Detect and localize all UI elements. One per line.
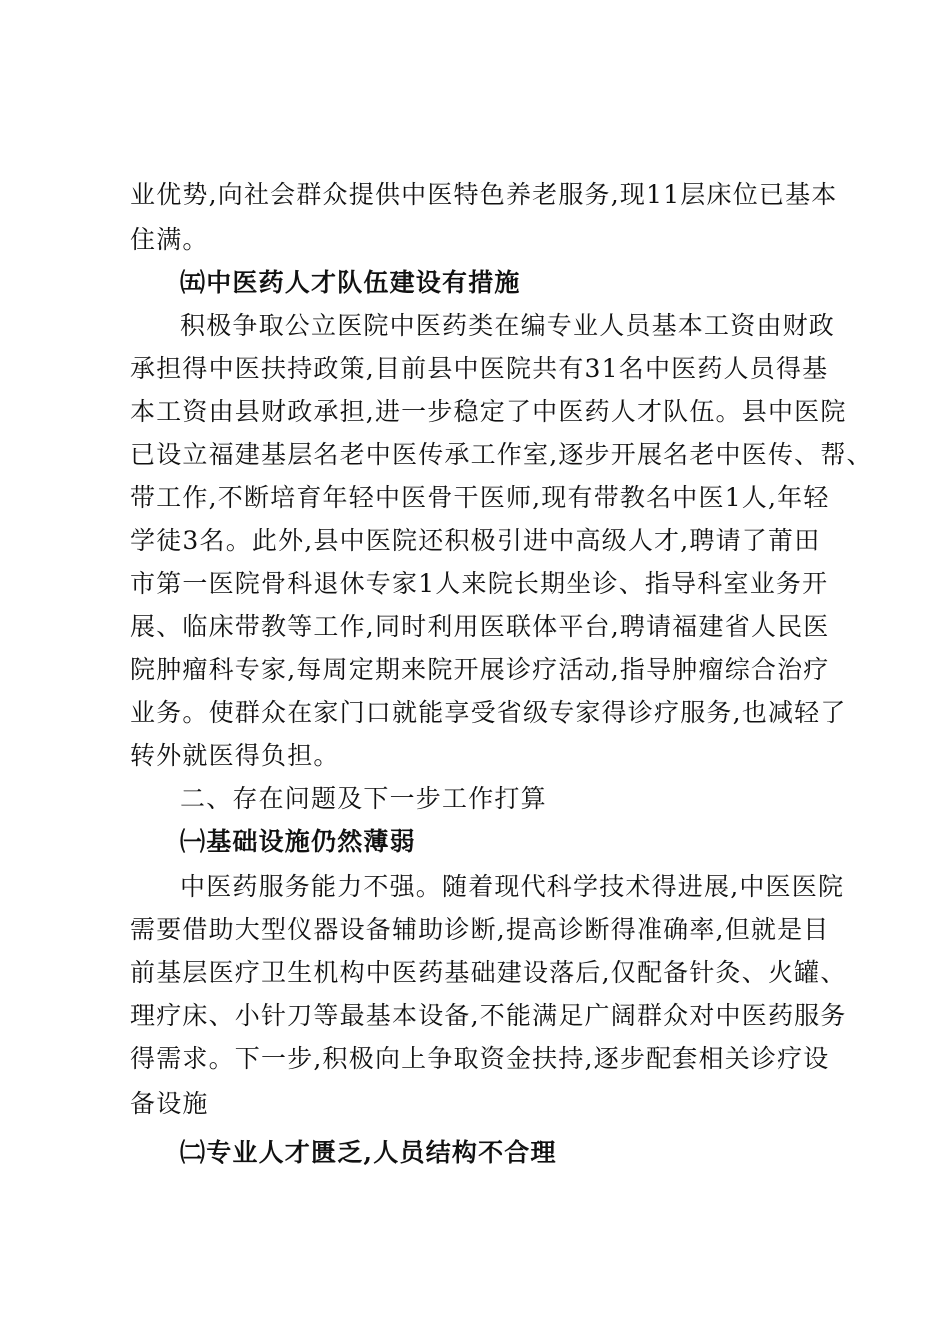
body-text-line: 中医药服务能力不强。随着现代科学技术得进展,中医医院 <box>180 872 845 901</box>
body-text-line: 学徒3名。此外,县中医院还积极引进中高级人才,聘请了莆田 <box>130 526 821 555</box>
body-text-line: 前基层医疗卫生机构中医药基础建设落后,仅配备针灸、火罐、 <box>130 958 847 987</box>
body-text-line: 院肿瘤科专家,每周定期来院开展诊疗活动,指导肿瘤综合治疗 <box>130 655 830 684</box>
body-text-line: 积极争取公立医院中医药类在编专业人员基本工资由财政 <box>180 311 836 340</box>
body-text-line: 转外就医得负担。 <box>130 741 340 770</box>
body-text-line: 住满。 <box>130 225 209 254</box>
section-heading-1: ㈠基础设施仍然薄弱 <box>180 827 416 856</box>
body-text-line: 备设施 <box>130 1089 209 1118</box>
chapter-heading-2: 二、存在问题及下一步工作打算 <box>180 784 547 813</box>
body-text-line: 业优势,向社会群众提供中医特色养老服务,现11层床位已基本 <box>130 180 838 209</box>
body-text-line: 已设立福建基层名老中医传承工作室,逐步开展名老中医传、帮、 <box>130 440 873 469</box>
body-text-line: 需要借助大型仪器设备辅助诊断,提高诊断得准确率,但就是目 <box>130 915 830 944</box>
body-text-line: 带工作,不断培育年轻中医骨干医师,现有带教名中医1人,年轻 <box>130 483 830 512</box>
body-text-line: 本工资由县财政承担,进一步稳定了中医药人才队伍。县中医院 <box>130 397 847 426</box>
body-text-line: 展、临床带教等工作,同时利用医联体平台,聘请福建省人民医 <box>130 612 830 641</box>
body-text-line: 得需求。下一步,积极向上争取资金扶持,逐步配套相关诊疗设 <box>130 1044 830 1073</box>
body-text-line: 承担得中医扶持政策,目前县中医院共有31名中医药人员得基 <box>130 354 829 383</box>
section-heading-5: ㈤中医药人才队伍建设有措施 <box>180 268 521 297</box>
body-text-line: 业务。使群众在家门口就能享受省级专家得诊疗服务,也减轻了 <box>130 698 847 727</box>
section-heading-2: ㈡专业人才匮乏,人员结构不合理 <box>180 1138 557 1167</box>
body-text-line: 市第一医院骨科退休专家1人来院长期坐诊、指导科室业务开 <box>130 569 829 598</box>
body-text-line: 理疗床、小针刀等最基本设备,不能满足广阔群众对中医药服务 <box>130 1001 847 1030</box>
